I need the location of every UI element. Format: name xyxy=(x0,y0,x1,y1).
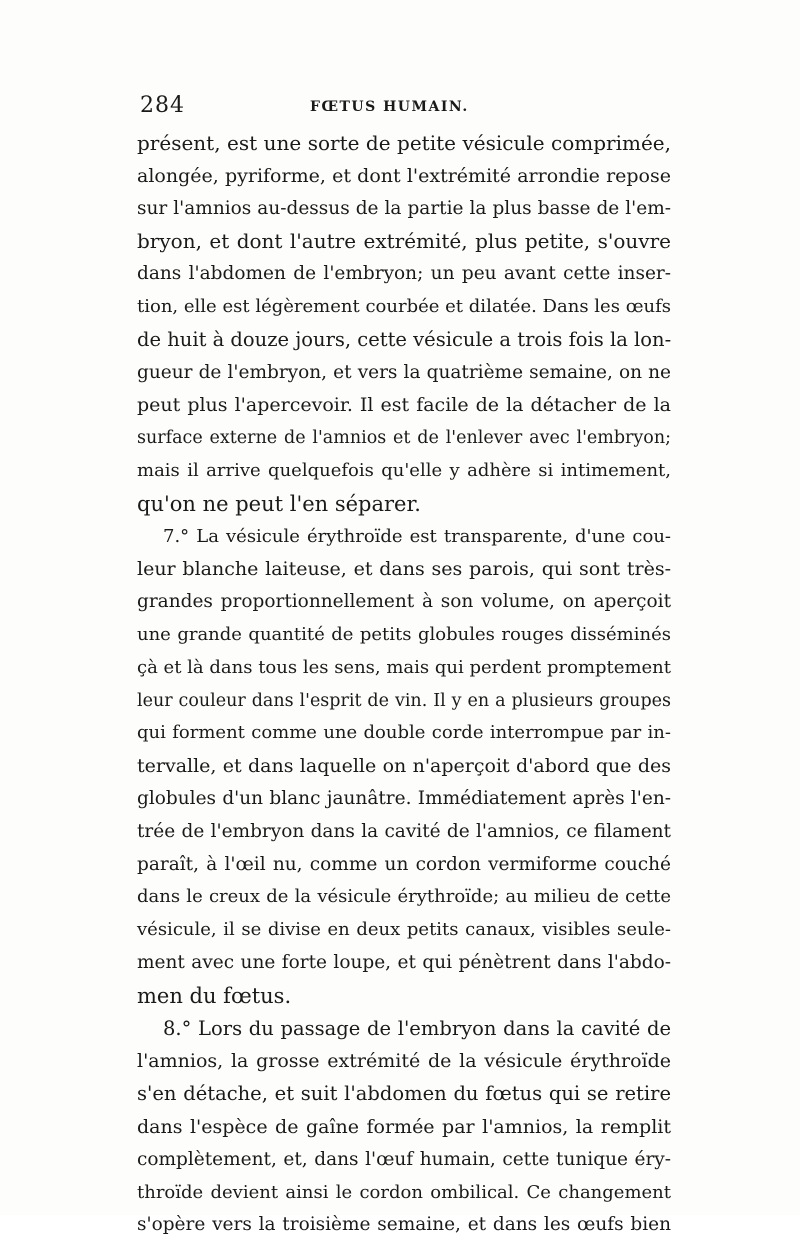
text-line: ment avec une forte loupe, et qui pénètrent dans l'abdo- xyxy=(137,951,671,973)
text-line: globules d'un blanc jaunâtre. Immédiatement après l'en- xyxy=(137,787,671,809)
text-line: s'opère vers la troisième semaine, et dans les œufs bien xyxy=(137,1214,671,1236)
text-line: çà et là dans tous les sens, mais qui perdent promptement xyxy=(137,656,671,678)
paragraph-start-line: 7.° La vésicule érythroïde est transparente, d'une cou- xyxy=(163,525,671,547)
text-line: vésicule, il se divise en deux petits canaux, visibles seule- xyxy=(137,919,671,941)
running-title: FŒTUS HUMAIN. xyxy=(310,99,469,115)
text-line: présent, est une sorte de petite vésicule comprimée, xyxy=(137,131,671,155)
text-line: tervalle, et dans laquelle on n'aperçoit d'abord que des xyxy=(137,755,671,778)
running-head xyxy=(140,93,662,119)
text-line: grandes proportionnellement à son volume, on aperçoit xyxy=(137,591,671,613)
text-line: surface externe de l'amnios et de l'enlever avec l'embryon; xyxy=(137,428,671,449)
text-line: mais il arrive quelquefois qu'elle y adhère si intimement, xyxy=(137,459,671,481)
paragraph-start-line: 8.° Lors du passage de l'embryon dans la cavité de xyxy=(163,1016,671,1040)
text-line: bryon, et dont l'autre extrémité, plus petite, s'ouvre xyxy=(137,229,671,254)
text-line: gueur de l'embryon, et vers la quatrième semaine, on ne xyxy=(137,361,671,383)
body-text xyxy=(137,127,671,1242)
page-number: 284 xyxy=(140,93,185,118)
text-line: qui forment comme une double corde interrompue par in- xyxy=(137,722,671,744)
text-line: throïde devient ainsi le cordon ombilical. Ce changement xyxy=(137,1181,671,1203)
text-line: sur l'amnios au-dessus de la partie la plus basse de l'em- xyxy=(137,197,671,219)
text-line: s'en détache, et suit l'abdomen du fœtus qui se retire xyxy=(137,1082,671,1106)
text-line: une grande quantité de petits globules rouges disséminés xyxy=(137,623,671,645)
text-line: leur couleur dans l'esprit de vin. Il y en a plusieurs groupes xyxy=(137,690,671,711)
text-line: trée de l'embryon dans la cavité de l'amnios, ce filament xyxy=(137,820,671,842)
paragraph-end-line: men du fœtus. xyxy=(137,983,292,1008)
text-line: dans l'abdomen de l'embryon; un peu avant cette inser- xyxy=(137,263,671,285)
text-line: dans le creux de la vésicule érythroïde; au milieu de cette xyxy=(137,886,671,908)
text-line: dans l'espèce de gaîne formée par l'amnios, la remplit xyxy=(137,1115,671,1138)
text-line: tion, elle est légèrement courbée et dilatée. Dans les œufs xyxy=(137,295,671,317)
text-line: paraît, à l'œil nu, comme un cordon vermiforme couché xyxy=(137,853,671,875)
text-line: alongée, pyriforme, et dont l'extrémité arrondie repose xyxy=(137,164,671,187)
text-line: l'amnios, la grosse extrémité de la vésicule érythroïde xyxy=(137,1050,671,1073)
text-line: complètement, et, dans l'œuf humain, cette tunique éry- xyxy=(137,1148,671,1170)
text-line: de huit à douze jours, cette vésicule a trois fois la lon- xyxy=(137,327,672,351)
text-line: leur blanche laiteuse, et dans ses parois, qui sont très- xyxy=(137,558,671,581)
text-line: peut plus l'apercevoir. Il est facile de la détacher de la xyxy=(137,394,671,417)
paragraph-end-line: qu'on ne peut l'en séparer. xyxy=(137,491,421,516)
